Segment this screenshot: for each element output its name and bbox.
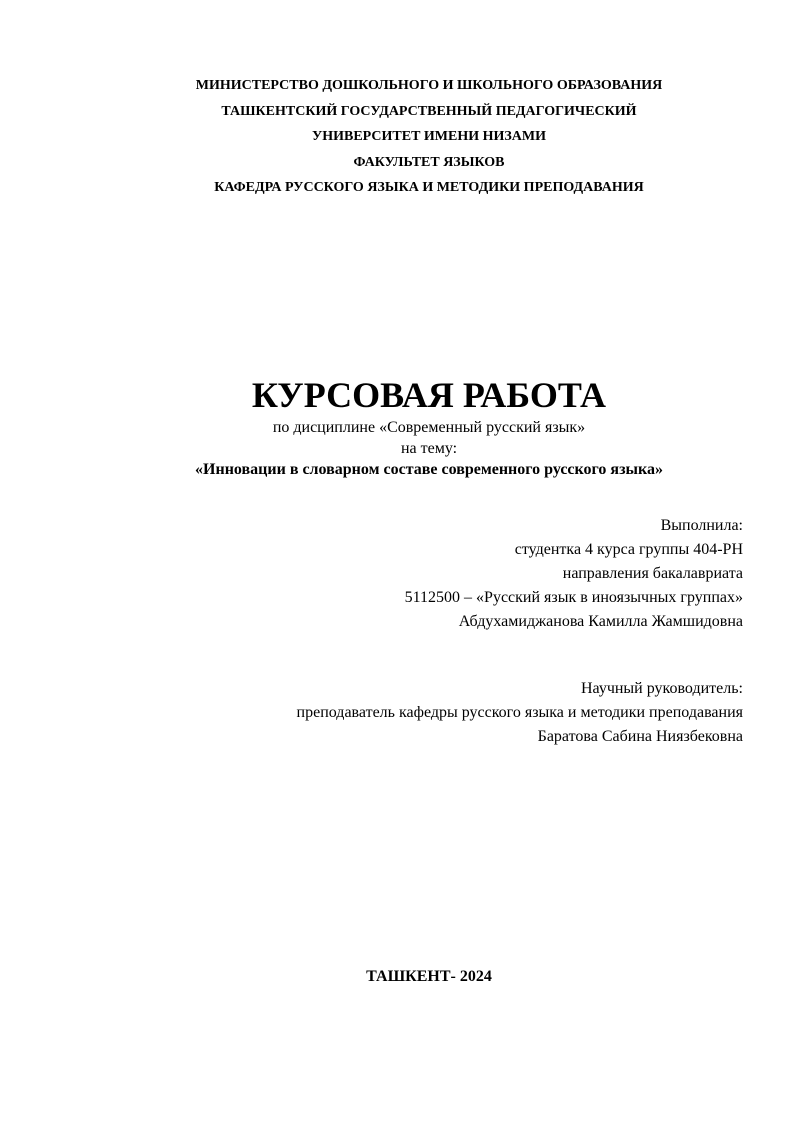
topic-label: на тему:: [400, 440, 458, 457]
author-course: студентка 4 курса группы 404-РН: [514, 541, 743, 558]
ministry-line: МИНИСТЕРСТВО ДОШКОЛЬНОГО И ШКОЛЬНОГО ОБРАЗОВАНИЯ: [195, 78, 663, 93]
author-name: Абдухамиджанова Камилла Жамшидовна: [458, 613, 743, 630]
document-title: КУРСОВАЯ РАБОТА: [251, 375, 607, 415]
university-line-1: ТАШКЕНТСКИЙ ГОСУДАРСТВЕННЫЙ ПЕДАГОГИЧЕСКИЙ: [221, 103, 637, 119]
department-line: КАФЕДРА РУССКОГО ЯЗЫКА И МЕТОДИКИ ПРЕПОДАВАНИЯ: [214, 180, 644, 195]
supervisor-position: преподаватель кафедры русского языка и методики преподавания: [296, 704, 743, 721]
supervisor-label: Научный руководитель:: [580, 680, 743, 697]
author-program: 5112500 – «Русский язык в иноязычных группах»: [404, 589, 743, 606]
topic-title: «Инновации в словарном составе современного русского языка»: [195, 461, 663, 478]
supervisor-block: [297, 677, 743, 749]
university-line-2: УНИВЕРСИТЕТ ИМЕНИ НИЗАМИ: [311, 129, 547, 144]
author-block: [405, 514, 743, 634]
city-year: ТАШКЕНТ- 2024: [366, 968, 492, 985]
institution-header: [0, 73, 800, 201]
author-direction: направления бакалавриата: [562, 565, 743, 582]
discipline-line: по дисциплине «Современный русский язык»: [272, 419, 586, 436]
faculty-line: ФАКУЛЬТЕТ ЯЗЫКОВ: [353, 154, 505, 170]
supervisor-name: Баратова Сабина Ниязбековна: [537, 728, 743, 745]
author-label: Выполнила:: [660, 517, 743, 534]
title-block: [0, 373, 800, 480]
